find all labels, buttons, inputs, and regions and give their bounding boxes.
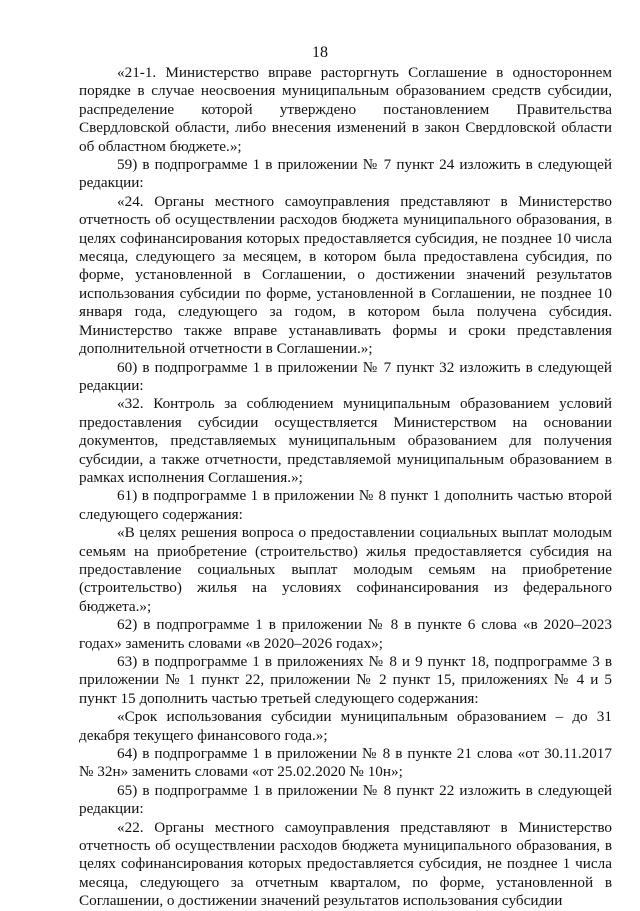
paragraph-item-60: 60) в подпрограмме 1 в приложении № 7 пункт 32 изложить в следующей редакции: — [79, 358, 612, 394]
document-body — [79, 64, 612, 911]
paragraph-item-64: 64) в подпрограмме 1 в приложении № 8 в пункте 21 слова «от 30.11.2017 № 32н» заменить словами «от 25.02.2020 № 10н»; — [79, 745, 612, 781]
paragraph-item-61: 61) в подпрограмме 1 в приложении № 8 пункт 1 дополнить частью второй следующего содержания: — [79, 487, 612, 523]
paragraph-item-63: 63) в подпрограмме 1 в приложениях № 8 и 9 пункт 18, подпрограмме 3 в приложении № 1 пункт 22, приложении № 2 пункт 15, приложениях № 4 и 5 пункт 15 дополнить частью третьей следующего содержания: — [79, 653, 612, 707]
paragraph-subsidy-term: «Срок использования субсидии муниципальным образованием – до 31 декабря текущего финансового года.»; — [79, 708, 612, 744]
paragraph-point-32: «32. Контроль за соблюдением муниципальным образованием условий предоставления субсидии осуществляется Министерством на основании документов, представляемых муниципальным образованием для получения субсидии, а также отчетности, представляемой муниципальным образованием в рамках исполнения Соглашения.»; — [79, 395, 612, 486]
paragraph-point-22: «22. Органы местного самоуправления представляют в Министерство отчетность об осуществлении расходов бюджета муниципального образования, в целях софинансирования которых предоставляется субсидия, не позднее 1 числа месяца, следующего за отчетным кварталом, по форме, установленной в Соглашении, о достижении значений результатов использования субсидии — [79, 818, 612, 910]
page-number: 18 — [312, 44, 328, 61]
paragraph-21-1: «21-1. Министерство вправе расторгнуть Соглашение в одностороннем порядке в случае неосвоения муниципальным образованием средств субсидии, распределение которой утверждено постановлением Правительства Свердловской области, либо внесения изменений в закон Свердловской области об областном бюджете.»; — [79, 64, 612, 155]
paragraph-item-59: 59) в подпрограмме 1 в приложении № 7 пункт 24 изложить в следующей редакции: — [79, 156, 612, 192]
paragraph-young-families: «В целях решения вопроса о предоставлении социальных выплат молодым семьям на приобретение (строительство) жилья предоставляется субсидия на предоставление социальных выплат молодым семьям на приобретение (строительство) жилья на условиях софинансирования из федерального бюджета.»; — [79, 524, 612, 615]
paragraph-item-62: 62) в подпрограмме 1 в приложении № 8 в пункте 6 слова «в 2020–2023 годах» заменить словами «в 2020–2026 годах»; — [79, 616, 612, 652]
paragraph-item-65: 65) в подпрограмме 1 в приложении № 8 пункт 22 изложить в следующей редакции: — [79, 781, 612, 818]
paragraph-point-24: «24. Органы местного самоуправления представляют в Министерство отчетность об осуществлении расходов бюджета муниципального образования, в целях софинансирования которых предоставляется субсидия, не позднее 10 числа месяца, следующего за месяцем, в котором была предоставлена субсидия, по форме, установленной в Соглашении, о достижении значений результатов использования субсидии по форме, установленной в Соглашении, не позднее 10 января года, следующего за годом, в котором была получена субсидия. Министерство также вправе устанавливать формы и сроки представления дополнительной отчетности в Соглашении.»; — [79, 192, 612, 358]
